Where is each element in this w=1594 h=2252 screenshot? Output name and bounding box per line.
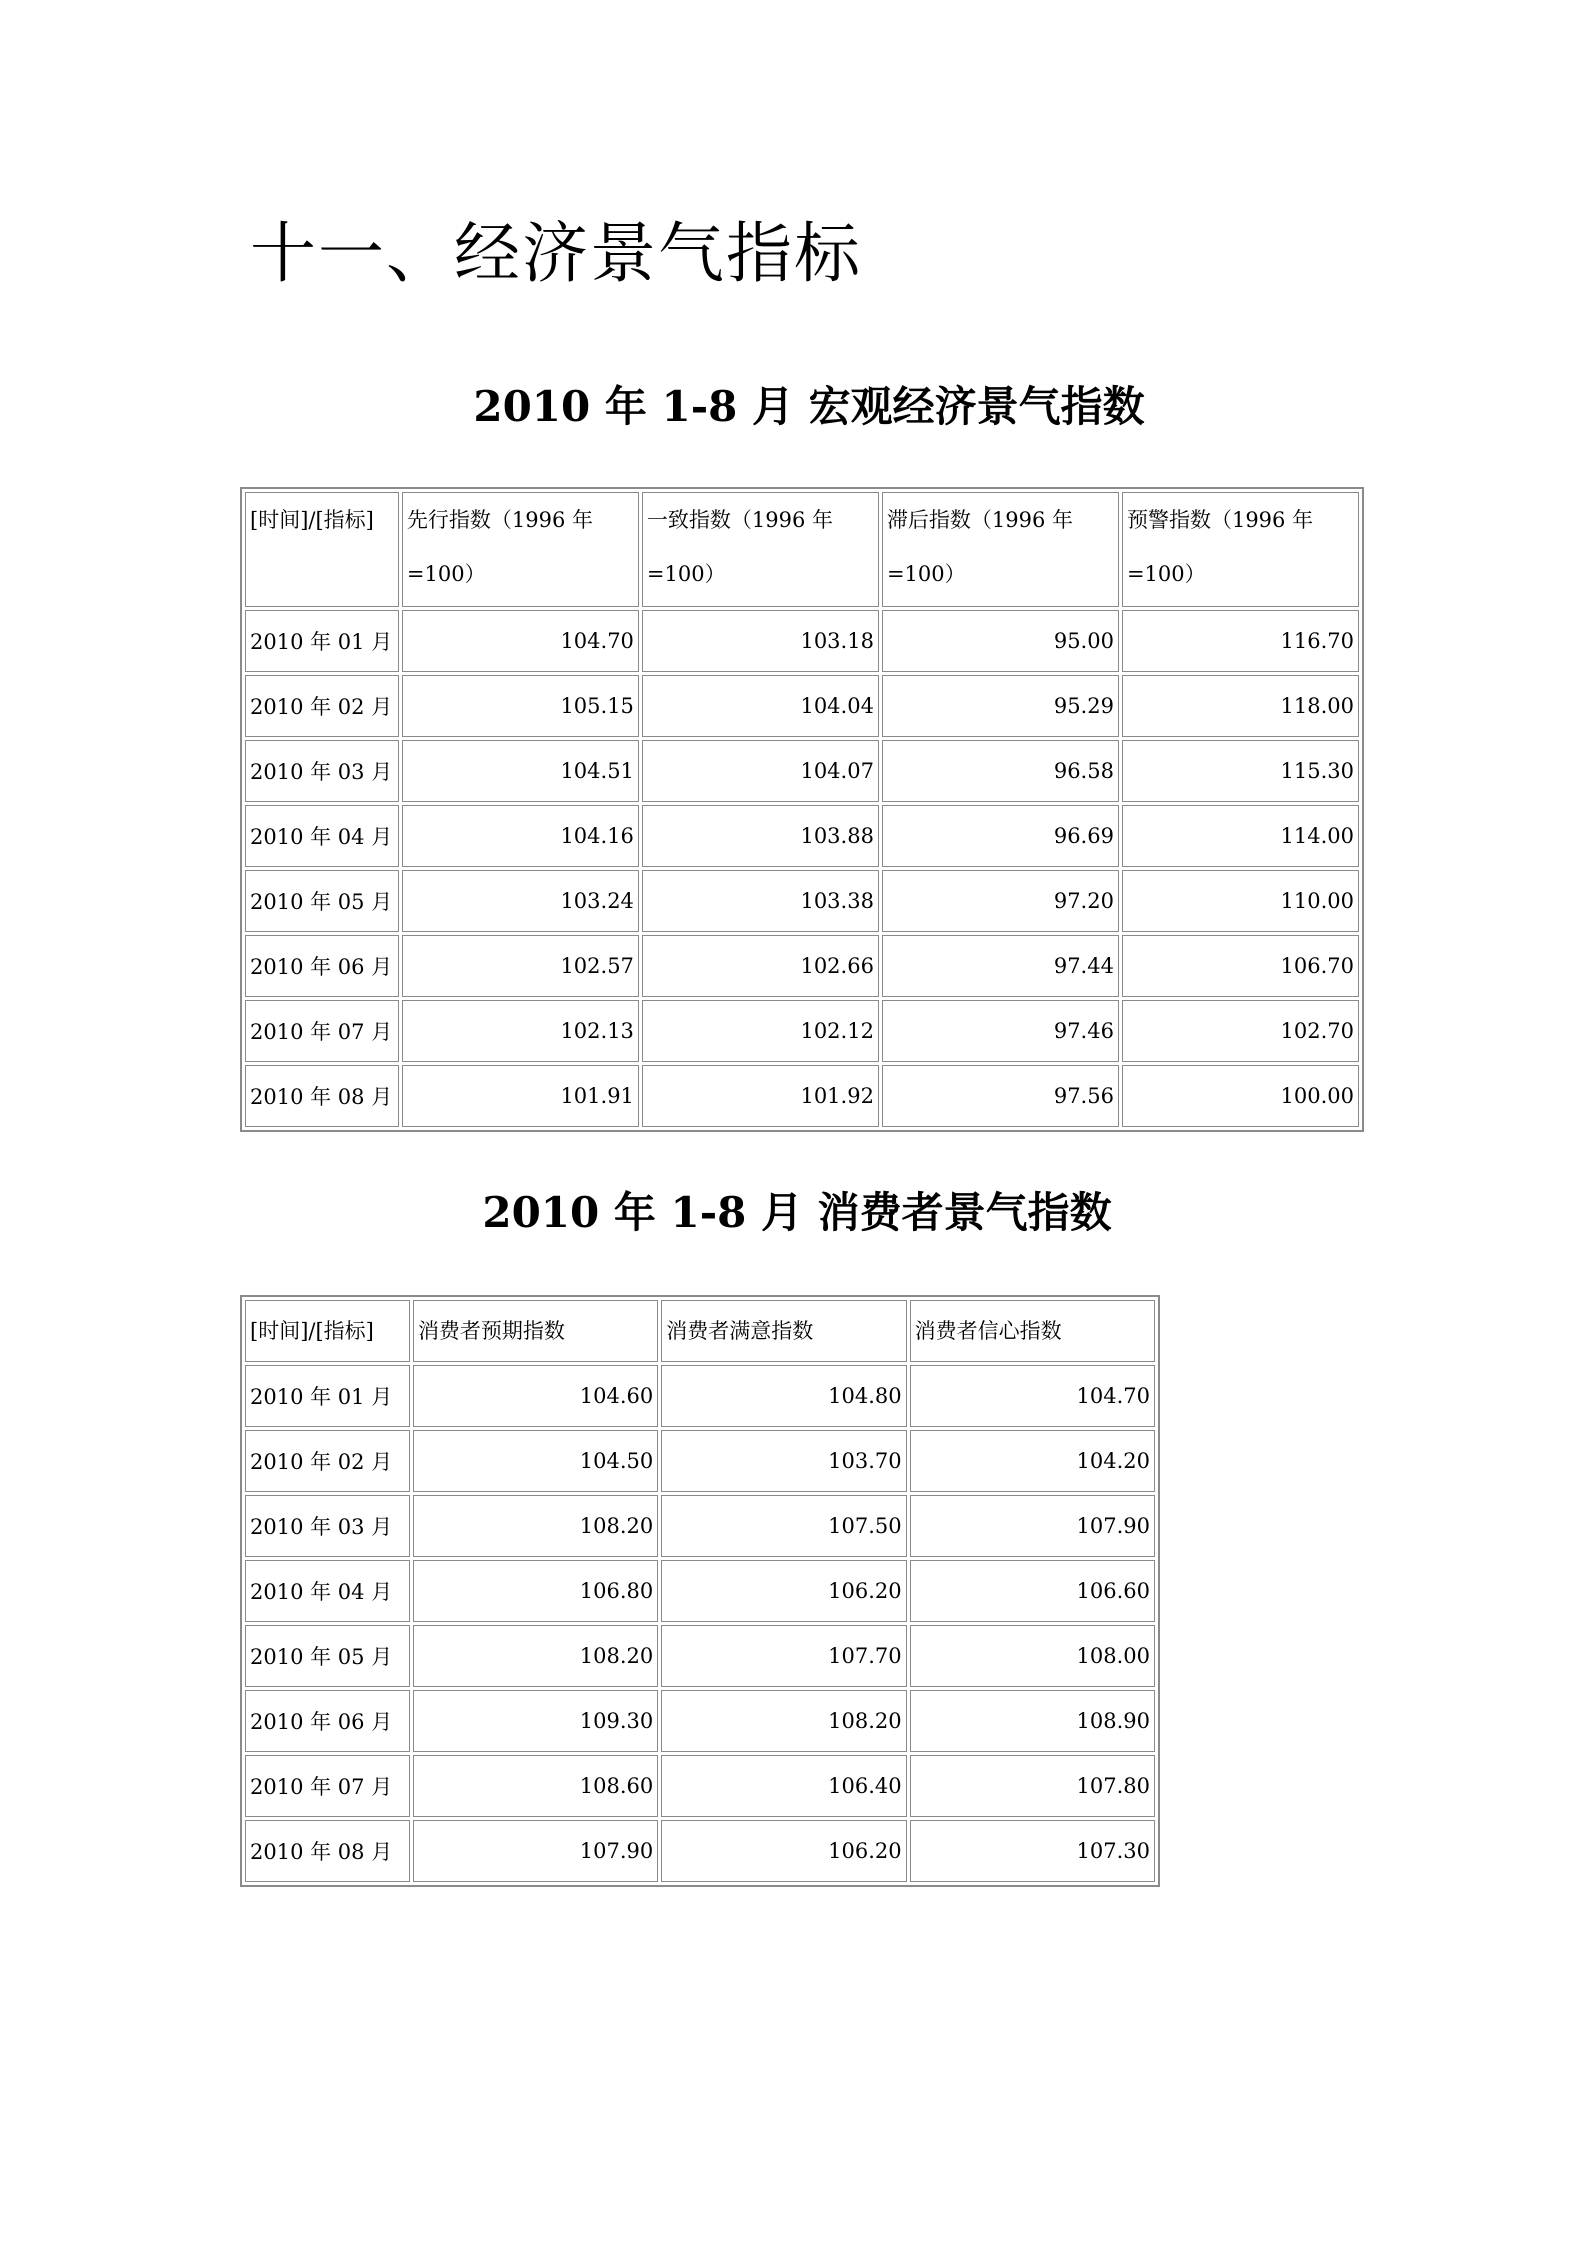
value-cell: 104.70: [910, 1365, 1155, 1427]
value-cell: 101.92: [642, 1065, 879, 1127]
value-cell: 102.13: [402, 1000, 639, 1062]
row-date-cell: 2010 年 06 月: [245, 1690, 410, 1752]
consumer-table-body: [245, 1300, 1155, 1882]
table-row: [245, 1065, 1359, 1127]
header-row: [245, 492, 1359, 607]
value-cell: 103.38: [642, 870, 879, 932]
value-cell: 104.50: [413, 1430, 658, 1492]
value-cell: 103.88: [642, 805, 879, 867]
table-row: [245, 610, 1359, 672]
value-cell: 110.00: [1122, 870, 1359, 932]
value-cell: 104.16: [402, 805, 639, 867]
value-cell: 104.07: [642, 740, 879, 802]
value-cell: 97.44: [882, 935, 1119, 997]
column-header: 消费者满意指数: [661, 1300, 906, 1362]
value-cell: 105.15: [402, 675, 639, 737]
value-cell: 108.20: [413, 1625, 658, 1687]
value-cell: 102.57: [402, 935, 639, 997]
value-cell: 101.91: [402, 1065, 639, 1127]
value-cell: 108.20: [413, 1495, 658, 1557]
table-row: [245, 1625, 1155, 1687]
row-date-cell: 2010 年 08 月: [245, 1820, 410, 1882]
table-row: [245, 805, 1359, 867]
column-header: 先行指数（1996 年=100）: [402, 492, 639, 607]
value-cell: 104.04: [642, 675, 879, 737]
value-cell: 100.00: [1122, 1065, 1359, 1127]
row-date-cell: 2010 年 02 月: [245, 675, 399, 737]
row-date-cell: 2010 年 07 月: [245, 1755, 410, 1817]
value-cell: 103.18: [642, 610, 879, 672]
column-header: 消费者预期指数: [413, 1300, 658, 1362]
value-cell: 107.90: [413, 1820, 658, 1882]
table-row: [245, 675, 1359, 737]
row-date-cell: 2010 年 01 月: [245, 610, 399, 672]
page-heading: 十一、经济景气指标: [250, 215, 862, 292]
value-cell: 108.90: [910, 1690, 1155, 1752]
value-cell: 114.00: [1122, 805, 1359, 867]
table-row: [245, 870, 1359, 932]
value-cell: 109.30: [413, 1690, 658, 1752]
value-cell: 106.40: [661, 1755, 906, 1817]
value-cell: 104.51: [402, 740, 639, 802]
table-row: [245, 1560, 1155, 1622]
table-row: [245, 1755, 1155, 1817]
macro-index-table: [240, 487, 1364, 1132]
row-date-cell: 2010 年 03 月: [245, 740, 399, 802]
value-cell: 108.20: [661, 1690, 906, 1752]
row-date-cell: 2010 年 02 月: [245, 1430, 410, 1492]
value-cell: 95.00: [882, 610, 1119, 672]
row-date-cell: 2010 年 04 月: [245, 805, 399, 867]
row-date-cell: 2010 年 04 月: [245, 1560, 410, 1622]
row-date-cell: 2010 年 05 月: [245, 870, 399, 932]
header-row: [245, 1300, 1155, 1362]
value-cell: 104.80: [661, 1365, 906, 1427]
table-row: [245, 1365, 1155, 1427]
value-cell: 97.46: [882, 1000, 1119, 1062]
value-cell: 96.69: [882, 805, 1119, 867]
value-cell: 102.66: [642, 935, 879, 997]
table-row: [245, 1820, 1155, 1882]
value-cell: 106.60: [910, 1560, 1155, 1622]
value-cell: 102.70: [1122, 1000, 1359, 1062]
value-cell: 97.20: [882, 870, 1119, 932]
value-cell: 103.70: [661, 1430, 906, 1492]
column-header: 消费者信心指数: [910, 1300, 1155, 1362]
table-row: [245, 1495, 1155, 1557]
value-cell: 106.20: [661, 1560, 906, 1622]
table-row: [245, 740, 1359, 802]
table-row: [245, 1690, 1155, 1752]
value-cell: 106.20: [661, 1820, 906, 1882]
row-date-cell: 2010 年 06 月: [245, 935, 399, 997]
value-cell: 107.70: [661, 1625, 906, 1687]
row-date-cell: 2010 年 08 月: [245, 1065, 399, 1127]
value-cell: 102.12: [642, 1000, 879, 1062]
value-cell: 106.80: [413, 1560, 658, 1622]
row-date-cell: 2010 年 01 月: [245, 1365, 410, 1427]
value-cell: 104.20: [910, 1430, 1155, 1492]
value-cell: 107.80: [910, 1755, 1155, 1817]
column-header: 一致指数（1996 年=100）: [642, 492, 879, 607]
macro-table-body: [245, 492, 1359, 1127]
value-cell: 107.90: [910, 1495, 1155, 1557]
value-cell: 107.50: [661, 1495, 906, 1557]
table-row: [245, 1000, 1359, 1062]
column-header: 滞后指数（1996 年=100）: [882, 492, 1119, 607]
value-cell: 104.70: [402, 610, 639, 672]
value-cell: 96.58: [882, 740, 1119, 802]
value-cell: 95.29: [882, 675, 1119, 737]
value-cell: 118.00: [1122, 675, 1359, 737]
value-cell: 104.60: [413, 1365, 658, 1427]
column-header: [时间]/[指标]: [245, 492, 399, 607]
value-cell: 116.70: [1122, 610, 1359, 672]
value-cell: 108.60: [413, 1755, 658, 1817]
column-header: 预警指数（1996 年=100）: [1122, 492, 1359, 607]
value-cell: 103.24: [402, 870, 639, 932]
value-cell: 115.30: [1122, 740, 1359, 802]
column-header: [时间]/[指标]: [245, 1300, 410, 1362]
row-date-cell: 2010 年 03 月: [245, 1495, 410, 1557]
row-date-cell: 2010 年 05 月: [245, 1625, 410, 1687]
consumer-section-title: 2010 年 1-8 月 消费者景气指数: [482, 1188, 1112, 1237]
value-cell: 108.00: [910, 1625, 1155, 1687]
value-cell: 106.70: [1122, 935, 1359, 997]
table-row: [245, 935, 1359, 997]
table-row: [245, 1430, 1155, 1492]
value-cell: 97.56: [882, 1065, 1119, 1127]
macro-section-title: 2010 年 1-8 月 宏观经济景气指数: [473, 382, 1145, 431]
consumer-index-table: [240, 1295, 1160, 1887]
row-date-cell: 2010 年 07 月: [245, 1000, 399, 1062]
value-cell: 107.30: [910, 1820, 1155, 1882]
